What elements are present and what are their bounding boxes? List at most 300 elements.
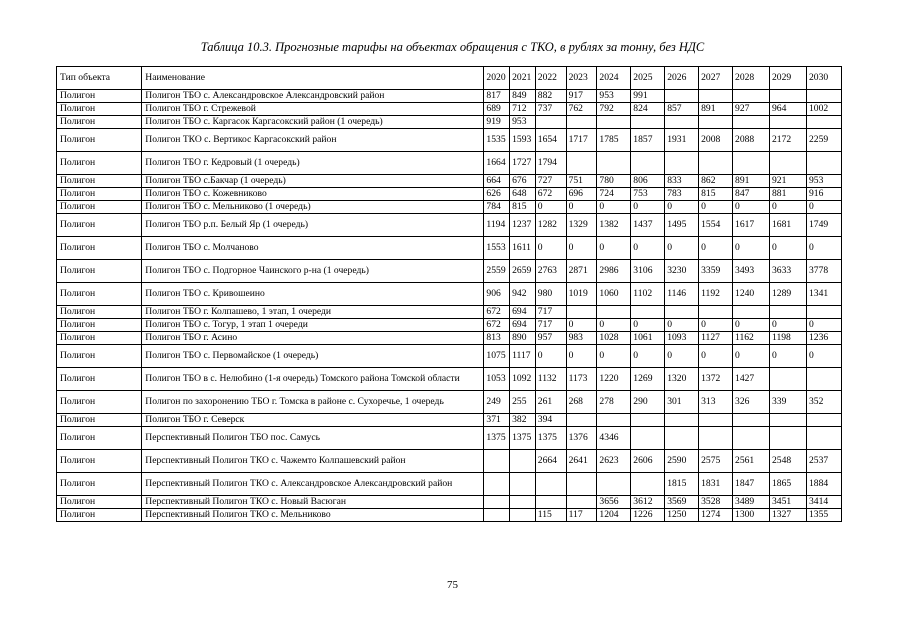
tariff-cell <box>566 496 597 509</box>
tariff-cell: 1117 <box>510 345 536 368</box>
table-row <box>57 319 842 332</box>
tariff-cell: 784 <box>484 201 510 214</box>
tariff-cell <box>665 427 699 450</box>
tariff-cell: 1092 <box>510 368 536 391</box>
tariff-cell: 1075 <box>484 345 510 368</box>
tariff-cell <box>631 427 665 450</box>
tariff-cell: 1132 <box>535 368 566 391</box>
object-name-cell: Полигон ТБО с. Мельниково (1 очередь) <box>142 201 484 214</box>
tariff-cell: 919 <box>484 116 510 129</box>
object-name-cell: Полигон ТБО с. Кривошеино <box>142 283 484 306</box>
object-type-cell: Полигон <box>57 90 142 103</box>
tariff-cell: 249 <box>484 391 510 414</box>
tariff-cell: 1427 <box>733 368 770 391</box>
table-row <box>57 214 842 237</box>
tariff-cell: 0 <box>566 319 597 332</box>
table-row <box>57 90 842 103</box>
tariff-cell: 724 <box>597 188 631 201</box>
tariff-cell: 1093 <box>665 332 699 345</box>
header-cell: 2026 <box>665 67 699 90</box>
tariff-cell: 953 <box>806 175 841 188</box>
object-name-cell: Полигон ТКО с. Вертикос Каргасокский район <box>142 129 484 152</box>
tariff-cell: 824 <box>631 103 665 116</box>
tariff-cell: 1785 <box>597 129 631 152</box>
tariff-cell: 847 <box>733 188 770 201</box>
tariff-cell: 0 <box>566 237 597 260</box>
tariff-cell <box>484 496 510 509</box>
tariff-cell: 927 <box>733 103 770 116</box>
tariff-cell: 1717 <box>566 129 597 152</box>
tariff-cell: 394 <box>535 414 566 427</box>
tariff-cell <box>733 427 770 450</box>
tariff-cell <box>806 152 841 175</box>
tariff-cell: 0 <box>566 201 597 214</box>
tariff-cell: 1593 <box>510 129 536 152</box>
object-type-cell: Полигон <box>57 214 142 237</box>
tariff-cell: 1535 <box>484 129 510 152</box>
object-name-cell: Перспективный Полигон ТКО с. Новый Васюган <box>142 496 484 509</box>
tariff-cell: 1289 <box>770 283 807 306</box>
tariff-cell: 0 <box>631 319 665 332</box>
tariff-cell: 983 <box>566 332 597 345</box>
tariff-cell <box>733 152 770 175</box>
tariff-cell: 382 <box>510 414 536 427</box>
tariff-cell: 0 <box>699 345 733 368</box>
table-title: Таблица 10.3. Прогнозные тарифы на объектах обращения с ТКО, в рублях за тонну, без НДС <box>200 40 705 54</box>
object-type-cell: Полигон <box>57 306 142 319</box>
tariff-cell: 964 <box>770 103 807 116</box>
tariff-cell: 0 <box>806 201 841 214</box>
tariff-cell <box>535 116 566 129</box>
tariff-cell: 737 <box>535 103 566 116</box>
tariff-cell: 921 <box>770 175 807 188</box>
object-name-cell: Полигон ТБО с. Молчаново <box>142 237 484 260</box>
tariff-cell: 1553 <box>484 237 510 260</box>
tariff-cell <box>597 152 631 175</box>
tariff-cell: 1053 <box>484 368 510 391</box>
object-name-cell: Перспективный Полигон ТКО с. Чажемто Колпашевский район <box>142 450 484 473</box>
tariff-cell: 0 <box>733 319 770 332</box>
table-row <box>57 332 842 345</box>
tariff-cell: 0 <box>770 237 807 260</box>
tariff-cell: 0 <box>566 345 597 368</box>
tariff-cell <box>566 116 597 129</box>
tariff-cell: 815 <box>510 201 536 214</box>
object-name-cell: Полигон ТБО г. Северск <box>142 414 484 427</box>
tariff-cell <box>484 450 510 473</box>
tariff-cell <box>770 306 807 319</box>
tariff-cell <box>665 116 699 129</box>
tariff-cell: 694 <box>510 306 536 319</box>
tariff-cell: 891 <box>733 175 770 188</box>
table-row <box>57 188 842 201</box>
tariff-cell: 2606 <box>631 450 665 473</box>
tariff-cell: 301 <box>665 391 699 414</box>
tariff-cell: 0 <box>699 201 733 214</box>
tariff-cell: 0 <box>535 237 566 260</box>
tariff-cell: 1102 <box>631 283 665 306</box>
tariff-cell <box>510 473 536 496</box>
tariff-cell <box>733 414 770 427</box>
tariff-cell <box>566 414 597 427</box>
tariff-cell: 261 <box>535 391 566 414</box>
object-name-cell: Полигон ТБО г. Колпашево, 1 этап, 1 очереди <box>142 306 484 319</box>
tariff-cell: 2659 <box>510 260 536 283</box>
tariff-cell: 1495 <box>665 214 699 237</box>
tariff-cell: 815 <box>699 188 733 201</box>
tariff-cell: 4346 <box>597 427 631 450</box>
tariff-cell: 0 <box>770 345 807 368</box>
tariff-cell <box>535 473 566 496</box>
table-header-row <box>57 67 842 90</box>
tariff-cell: 1320 <box>665 368 699 391</box>
tariff-cell: 672 <box>535 188 566 201</box>
tariff-cell <box>566 306 597 319</box>
tariff-cell: 3528 <box>699 496 733 509</box>
tariff-cell: 648 <box>510 188 536 201</box>
header-cell: 2024 <box>597 67 631 90</box>
tariff-cell: 672 <box>484 319 510 332</box>
tariff-cell: 1727 <box>510 152 536 175</box>
tariff-cell: 2623 <box>597 450 631 473</box>
header-cell: 2030 <box>806 67 841 90</box>
object-type-cell: Полигон <box>57 175 142 188</box>
tariff-cell: 717 <box>535 306 566 319</box>
tariff-cell: 2986 <box>597 260 631 283</box>
tariff-cell: 1019 <box>566 283 597 306</box>
header-cell: 2029 <box>770 67 807 90</box>
tariff-cell: 1192 <box>699 283 733 306</box>
tariff-cell <box>484 509 510 522</box>
tariff-cell: 268 <box>566 391 597 414</box>
tariff-cell: 1146 <box>665 283 699 306</box>
object-name-cell: Полигон ТБО с. Подгорное Чаинского р-на (1 очередь) <box>142 260 484 283</box>
tariff-cell: 0 <box>597 237 631 260</box>
tariff-cell: 792 <box>597 103 631 116</box>
tariff-cell: 3414 <box>806 496 841 509</box>
tariff-cell: 3633 <box>770 260 807 283</box>
tariff-cell <box>806 368 841 391</box>
tariff-cell: 1375 <box>535 427 566 450</box>
tariff-cell <box>699 90 733 103</box>
tariff-cell <box>631 306 665 319</box>
tariff-cell: 1327 <box>770 509 807 522</box>
object-type-cell: Полигон <box>57 391 142 414</box>
tariff-cell: 833 <box>665 175 699 188</box>
tariff-cell: 953 <box>510 116 536 129</box>
tariff-cell: 906 <box>484 283 510 306</box>
object-type-cell: Полигон <box>57 427 142 450</box>
tariff-cell: 727 <box>535 175 566 188</box>
tariff-cell: 3612 <box>631 496 665 509</box>
header-cell: 2022 <box>535 67 566 90</box>
tariff-cell: 115 <box>535 509 566 522</box>
table-row <box>57 450 842 473</box>
tariff-cell: 780 <box>597 175 631 188</box>
tariff-cell <box>770 116 807 129</box>
tariff-cell: 0 <box>699 319 733 332</box>
object-type-cell: Полигон <box>57 129 142 152</box>
tariff-table <box>56 66 842 522</box>
object-name-cell: Полигон ТБО с.Бакчар (1 очередь) <box>142 175 484 188</box>
tariff-cell: 916 <box>806 188 841 201</box>
tariff-cell <box>806 306 841 319</box>
tariff-cell: 849 <box>510 90 536 103</box>
object-type-cell: Полигон <box>57 473 142 496</box>
tariff-cell: 953 <box>597 90 631 103</box>
table-row <box>57 237 842 260</box>
tariff-cell: 1831 <box>699 473 733 496</box>
tariff-cell: 3778 <box>806 260 841 283</box>
tariff-cell: 255 <box>510 391 536 414</box>
header-cell: 2020 <box>484 67 510 90</box>
tariff-cell <box>631 152 665 175</box>
tariff-cell: 717 <box>535 319 566 332</box>
tariff-cell: 0 <box>597 319 631 332</box>
object-name-cell: Полигон ТБО г. Кедровый (1 очередь) <box>142 152 484 175</box>
table-row <box>57 368 842 391</box>
object-type-cell: Полигон <box>57 260 142 283</box>
tariff-cell: 891 <box>699 103 733 116</box>
tariff-cell: 1226 <box>631 509 665 522</box>
tariff-cell: 862 <box>699 175 733 188</box>
tariff-cell: 0 <box>806 237 841 260</box>
table-row <box>57 152 842 175</box>
object-type-cell: Полигон <box>57 509 142 522</box>
table-row <box>57 427 842 450</box>
header-cell: Наименование <box>142 67 484 90</box>
tariff-cell: 3230 <box>665 260 699 283</box>
table-row <box>57 306 842 319</box>
object-name-cell: Полигон ТБО с. Александровское Александровский район <box>142 90 484 103</box>
object-name-cell: Полигон ТБО с. Кожевниково <box>142 188 484 201</box>
object-name-cell: Полигон ТБО г. Стрежевой <box>142 103 484 116</box>
tariff-cell: 0 <box>535 345 566 368</box>
tariff-cell <box>733 90 770 103</box>
tariff-cell: 1282 <box>535 214 566 237</box>
tariff-cell: 1664 <box>484 152 510 175</box>
page-number: 75 <box>447 579 458 591</box>
table-body <box>57 90 842 522</box>
tariff-cell: 806 <box>631 175 665 188</box>
object-type-cell: Полигон <box>57 345 142 368</box>
tariff-cell <box>566 473 597 496</box>
header-cell: 2027 <box>699 67 733 90</box>
header-cell: 2028 <box>733 67 770 90</box>
object-name-cell: Полигон ТБО г. Асино <box>142 332 484 345</box>
object-type-cell: Полигон <box>57 188 142 201</box>
object-name-cell: Полигон ТБО в с. Нелюбино (1-я очередь) Томского района Томской области <box>142 368 484 391</box>
object-name-cell: Перспективный Полигон ТКО с. Александровское Александровский район <box>142 473 484 496</box>
tariff-cell: 0 <box>535 201 566 214</box>
tariff-cell: 0 <box>631 345 665 368</box>
tariff-cell: 339 <box>770 391 807 414</box>
tariff-cell: 3569 <box>665 496 699 509</box>
object-name-cell: Полигон ТБО с. Каргасок Каргасокский район (1 очередь) <box>142 116 484 129</box>
tariff-cell: 753 <box>631 188 665 201</box>
tariff-cell: 313 <box>699 391 733 414</box>
tariff-cell: 0 <box>806 319 841 332</box>
tariff-cell: 712 <box>510 103 536 116</box>
object-type-cell: Полигон <box>57 450 142 473</box>
tariff-cell: 3489 <box>733 496 770 509</box>
tariff-cell <box>770 152 807 175</box>
object-type-cell: Полигон <box>57 414 142 427</box>
tariff-cell: 1162 <box>733 332 770 345</box>
tariff-cell: 0 <box>631 201 665 214</box>
tariff-cell: 957 <box>535 332 566 345</box>
table-row <box>57 175 842 188</box>
tariff-cell: 3106 <box>631 260 665 283</box>
tariff-cell: 2548 <box>770 450 807 473</box>
tariff-cell: 980 <box>535 283 566 306</box>
tariff-cell <box>733 116 770 129</box>
tariff-cell: 676 <box>510 175 536 188</box>
tariff-cell: 2641 <box>566 450 597 473</box>
tariff-cell: 1794 <box>535 152 566 175</box>
tariff-cell: 1857 <box>631 129 665 152</box>
tariff-cell: 3451 <box>770 496 807 509</box>
tariff-cell: 1237 <box>510 214 536 237</box>
tariff-cell: 1250 <box>665 509 699 522</box>
tariff-cell: 1815 <box>665 473 699 496</box>
tariff-cell: 1931 <box>665 129 699 152</box>
tariff-cell: 1173 <box>566 368 597 391</box>
tariff-cell: 1355 <box>806 509 841 522</box>
tariff-cell: 917 <box>566 90 597 103</box>
tariff-cell: 2871 <box>566 260 597 283</box>
table-row <box>57 116 842 129</box>
tariff-cell <box>597 306 631 319</box>
object-type-cell: Полигон <box>57 116 142 129</box>
tariff-cell <box>770 414 807 427</box>
tariff-cell <box>597 414 631 427</box>
tariff-cell: 278 <box>597 391 631 414</box>
object-type-cell: Полигон <box>57 103 142 116</box>
tariff-cell <box>631 473 665 496</box>
tariff-cell: 2561 <box>733 450 770 473</box>
tariff-cell <box>770 90 807 103</box>
object-type-cell: Полигон <box>57 237 142 260</box>
tariff-cell: 1240 <box>733 283 770 306</box>
tariff-cell: 689 <box>484 103 510 116</box>
table-row <box>57 129 842 152</box>
header-cell: 2021 <box>510 67 536 90</box>
tariff-cell: 1382 <box>597 214 631 237</box>
tariff-cell: 2259 <box>806 129 841 152</box>
object-type-cell: Полигон <box>57 152 142 175</box>
table-row <box>57 201 842 214</box>
tariff-cell <box>535 496 566 509</box>
tariff-cell <box>510 450 536 473</box>
tariff-cell <box>631 414 665 427</box>
tariff-cell <box>699 414 733 427</box>
object-name-cell: Полигон ТБО с. Первомайское (1 очередь) <box>142 345 484 368</box>
table-row <box>57 473 842 496</box>
tariff-cell: 1002 <box>806 103 841 116</box>
tariff-cell: 326 <box>733 391 770 414</box>
tariff-cell <box>770 427 807 450</box>
tariff-cell <box>510 509 536 522</box>
tariff-cell: 1617 <box>733 214 770 237</box>
tariff-cell: 1376 <box>566 427 597 450</box>
table-row <box>57 414 842 427</box>
tariff-cell: 0 <box>770 201 807 214</box>
tariff-cell: 2537 <box>806 450 841 473</box>
tariff-cell: 783 <box>665 188 699 201</box>
tariff-cell: 0 <box>665 237 699 260</box>
tariff-cell: 1372 <box>699 368 733 391</box>
tariff-cell <box>699 306 733 319</box>
object-name-cell: Полигон по захоронению ТБО г. Томска в районе с. Сухоречье, 1 очередь <box>142 391 484 414</box>
tariff-cell: 2088 <box>733 129 770 152</box>
table-row <box>57 345 842 368</box>
tariff-cell: 1300 <box>733 509 770 522</box>
tariff-cell: 1198 <box>770 332 807 345</box>
tariff-cell <box>806 427 841 450</box>
tariff-cell <box>665 306 699 319</box>
tariff-cell: 991 <box>631 90 665 103</box>
tariff-cell <box>510 496 536 509</box>
tariff-cell: 0 <box>733 345 770 368</box>
tariff-cell: 1437 <box>631 214 665 237</box>
tariff-cell <box>566 152 597 175</box>
tariff-cell: 1204 <box>597 509 631 522</box>
tariff-cell: 1194 <box>484 214 510 237</box>
tariff-cell: 3656 <box>597 496 631 509</box>
tariff-cell <box>665 90 699 103</box>
object-name-cell: Перспективный Полигон ТБО пос. Самусь <box>142 427 484 450</box>
tariff-cell: 1220 <box>597 368 631 391</box>
tariff-cell: 0 <box>770 319 807 332</box>
tariff-cell: 817 <box>484 90 510 103</box>
object-type-cell: Полигон <box>57 332 142 345</box>
tariff-cell: 2590 <box>665 450 699 473</box>
table-row <box>57 496 842 509</box>
tariff-cell: 1274 <box>699 509 733 522</box>
tariff-cell: 290 <box>631 391 665 414</box>
table-row <box>57 260 842 283</box>
tariff-cell: 626 <box>484 188 510 201</box>
tariff-cell <box>806 414 841 427</box>
tariff-cell: 751 <box>566 175 597 188</box>
tariff-cell: 2575 <box>699 450 733 473</box>
object-type-cell: Полигон <box>57 496 142 509</box>
tariff-cell: 762 <box>566 103 597 116</box>
table-row <box>57 283 842 306</box>
tariff-cell: 0 <box>597 345 631 368</box>
tariff-cell <box>665 414 699 427</box>
tariff-cell: 1749 <box>806 214 841 237</box>
tariff-cell: 3493 <box>733 260 770 283</box>
tariff-cell <box>806 116 841 129</box>
tariff-cell: 1681 <box>770 214 807 237</box>
tariff-cell: 2008 <box>699 129 733 152</box>
object-type-cell: Полигон <box>57 319 142 332</box>
tariff-cell: 942 <box>510 283 536 306</box>
tariff-cell: 696 <box>566 188 597 201</box>
tariff-cell: 352 <box>806 391 841 414</box>
tariff-cell: 1329 <box>566 214 597 237</box>
tariff-cell <box>631 116 665 129</box>
table-row <box>57 391 842 414</box>
table-row <box>57 103 842 116</box>
tariff-cell: 1269 <box>631 368 665 391</box>
tariff-cell: 371 <box>484 414 510 427</box>
tariff-cell: 857 <box>665 103 699 116</box>
object-name-cell: Полигон ТБО с. Тогур, 1 этап 1 очереди <box>142 319 484 332</box>
tariff-cell: 0 <box>806 345 841 368</box>
